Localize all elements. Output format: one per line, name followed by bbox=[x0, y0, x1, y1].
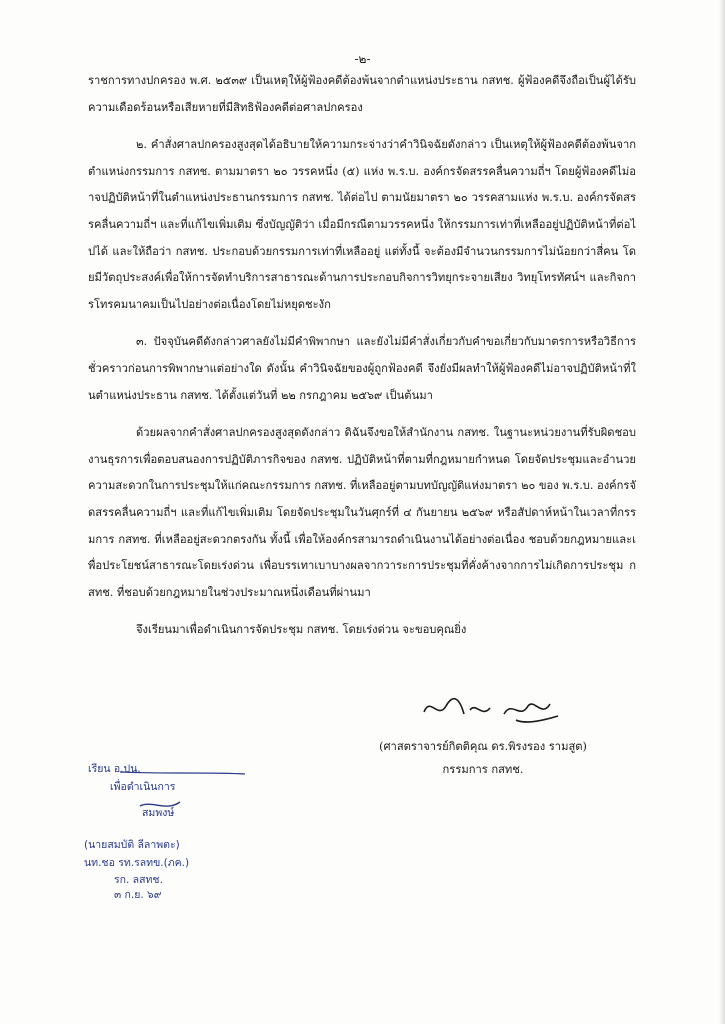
signatory-position: กรรมการ กสทช. bbox=[442, 763, 524, 776]
handwritten-line-7: ๓ ก.ย. ๖๙ bbox=[114, 889, 162, 901]
handwritten-line-5: นท.ชอ รท.รลทข.(ภค.) bbox=[84, 857, 190, 869]
handwritten-line-3: สมพงษ์ bbox=[142, 807, 175, 819]
handwritten-line-1: เรียน อ.ปน. bbox=[88, 763, 141, 775]
handwritten-line-4: (นายสมบัติ ลีลาพตะ) bbox=[84, 839, 180, 851]
paragraph-closing: จึงเรียนมาเพื่อดำเนินการจัดประชุม กสทช. โดยเร่งด่วน จะขอบคุณยิ่ง bbox=[136, 623, 467, 637]
paragraph-continuation: ราชการทางปกครอง พ.ศ. ๒๕๓๙ เป็นเหตุให้ผู้ฟ้องคดีต้องพ้นจากตำแหน่งประธาน กสทช. ผู้ฟ้องคดีจึงถือเป็นผู้ได้รับความเดือดร้อนหรือเสียหายที่มีสิทธิฟ้องคดีต่อศาลปกครอง bbox=[88, 74, 636, 114]
signatory-name: (ศาสตราจารย์กิตติคุณ ดร.พิรงรอง รามสูต) bbox=[379, 740, 587, 753]
paragraph-point-3: ๓. ปัจจุบันคดีดังกล่าวศาลยังไม่มีคำพิพากษา และยังไม่มีคำสั่งเกี่ยวกับคำขอเกี่ยวกับมาตรการหรือวิธีการชั่วคราวก่อนการพิพากษาแต่อย่างใด ดังนั้น คำวินิจฉัยของผู้ถูกฟ้องคดี จึงยังมีผลทำให้ผู้ฟ้องคดีไม่อาจปฏิบัติหน้าที่ในตำแหน่งประธาน กสทช. ได้ตั้งแต่วันที่ ๒๒ กรกฎาคม ๒๕๖๙ เป็นต้นมา bbox=[88, 335, 636, 402]
page-number: -๒- bbox=[354, 52, 371, 66]
handwritten-note bbox=[80, 760, 290, 900]
paragraph-point-2: ๒. คำสั่งศาลปกครองสูงสุดได้อธิบายให้ความกระจ่างว่าคำวินิจฉัยดังกล่าว เป็นเหตุให้ผู้ฟ้องคดีต้องพ้นจากตำแหน่งกรรมการ กสทช. ตามมาตรา ๒๐ วรรคหนึ่ง (๕) แห่ง พ.ร.บ. องค์กรจัดสรรคลื่นความถี่ฯ โดยผู้ฟ้องคดีไม่อาจปฏิบัติหน้าที่ในตำแหน่งประธานกรรมการ กสทช. ได้ต่อไป ตามนัยมาตรา ๒๐ วรรคสามแห่ง พ.ร.บ. องค์กรจัดสรรคลื่นความถี่ฯ และที่แก้ไขเพิ่มเติม ซึ่งบัญญัติว่า เมื่อมีกรณีตามวรรคหนึ่ง ให้กรรมการเท่าที่เหลืออยู่ปฏิบัติหน้าที่ต่อไปได้ และให้ถือว่า กสทช. ประกอบด้วยกรรมการเท่าที่เหลืออยู่ แต่ทั้งนี้ จะต้องมีจำนวนกรรมการไม่น้อยกว่าสี่คน โดยมีวัตถุประสงค์เพื่อให้การจัดทำบริการสาธารณะด้านการประกอบกิจการวิทยุกระจายเสียง วิทยุโทรทัศน์ฯ และกิจการโทรคมนาคมเป็นไปอย่างต่อเนื่องโดยไม่หยุดชะงัก bbox=[88, 138, 636, 311]
signature-scribble bbox=[420, 690, 565, 732]
handwritten-line-2: เพื่อดำเนินการ bbox=[110, 781, 176, 793]
paragraph-request: ด้วยผลจากคำสั่งศาลปกครองสูงสุดดังกล่าว ดิฉันจึงขอให้สำนักงาน กสทช. ในฐานะหน่วยงานที่รับผิดชอบงานธุรการเพื่อตอบสนองการปฏิบัติภารกิจของ กสทช. ปฏิบัติหน้าที่ตามที่กฎหมายกำหนด โดยจัดประชุมและอำนวยความสะดวกในการประชุมให้แก่คณะกรรมการ กสทช. ที่เหลืออยู่ตามบทบัญญัติแห่งมาตรา ๒๐ ของ พ.ร.บ. องค์กรจัดสรรคลื่นความถี่ฯ และที่แก้ไขเพิ่มเติม โดยจัดประชุมในวันศุกร์ที่ ๔ กันยายน ๒๕๖๙ หรือสัปดาห์หน้าในเวลาที่กรรมการ กสทช. ที่เหลืออยู่สะดวกตรงกัน ทั้งนี้ เพื่อให้องค์กรสามารถดำเนินงานได้อย่างต่อเนื่อง ชอบด้วยกฎหมายและเพื่อประโยชน์สาธารณะโดยเร่งด่วน เพื่อบรรเทาเบาบางผลจากวาระการประชุมที่คั่งค้างจากการไม่เกิดการประชุม กสทช. ที่ชอบด้วยกฎหมายในช่วงประมาณหนึ่งเดือนที่ผ่านมา bbox=[88, 426, 636, 599]
handwritten-line-6: รก. ลสทช. bbox=[114, 874, 163, 886]
letter-body bbox=[88, 68, 636, 655]
page-edge-shadow bbox=[719, 0, 725, 1024]
